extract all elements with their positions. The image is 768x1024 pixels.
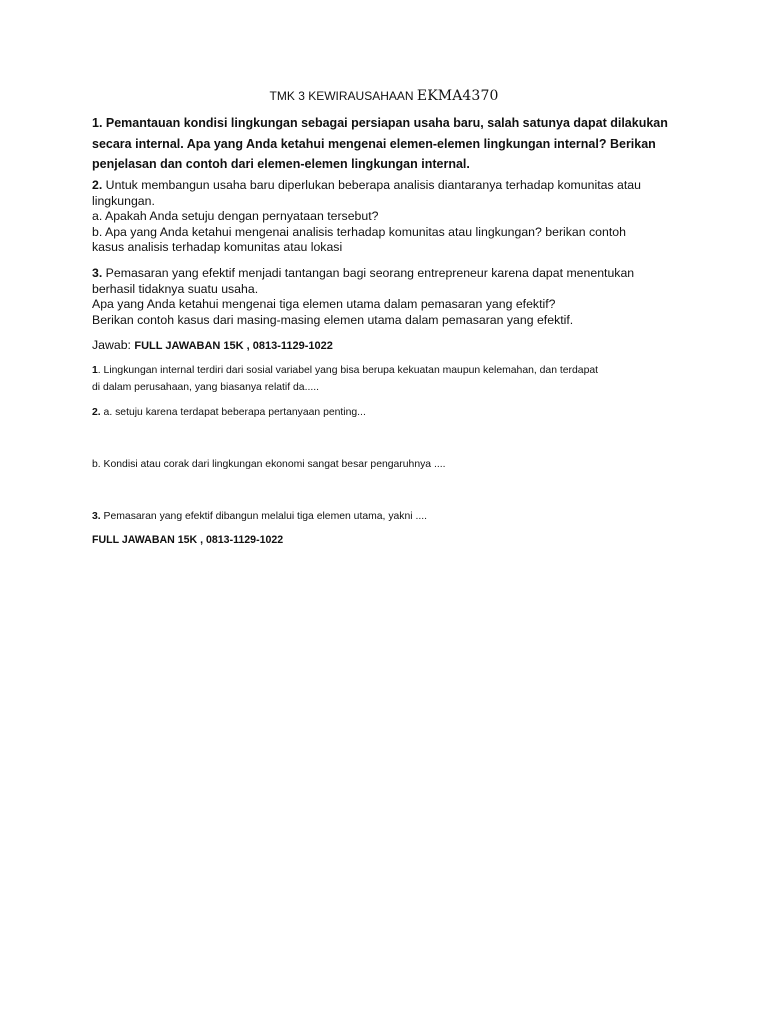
question-2 (92, 178, 682, 256)
question-1-line: penjelasan dan contoh dari elemen-elemen lingkungan internal. (92, 157, 470, 171)
question-1 (92, 113, 682, 175)
question-2-line (92, 178, 682, 194)
course-code: EKMA4370 (416, 88, 499, 104)
question-2-first-line: Untuk membangun usaha baru diperlukan beberapa analisis diantaranya terhadap komunitas atau (102, 178, 641, 192)
question-2-line: kasus analisis terhadap komunitas atau lokasi (92, 240, 343, 254)
answer-1-line (92, 362, 682, 379)
question-3-line: Berikan contoh kasus dari masing-masing elemen utama dalam pemasaran yang efektif. (92, 312, 574, 327)
answer-2-number: 2. (92, 407, 101, 418)
answer-1-number: 1 (92, 365, 98, 376)
answer-2b (92, 456, 682, 473)
answer-contact: FULL JAWABAN 15K , 0813-1129-1022 (134, 340, 333, 352)
answer-3-number: 3. (92, 511, 101, 522)
answer-heading (92, 337, 333, 354)
question-3-number: 3. (92, 266, 103, 280)
answer-3 (92, 508, 682, 525)
answer-2b-text: b. Kondisi atau corak dari lingkungan ekonomi sangat besar pengaruhnya .... (92, 459, 446, 470)
question-2-number: 2. (92, 178, 103, 192)
question-3-line: berhasil tidaknya suatu usaha. (92, 281, 259, 296)
question-2-line: a. Apakah Anda setuju dengan pernyataan tersebut? (92, 209, 379, 223)
answer-1-line: di dalam perusahaan, yang biasanya relatif da..... (92, 382, 320, 393)
footer-contact: FULL JAWABAN 15K , 0813-1129-1022 (92, 534, 284, 546)
question-3-line (92, 266, 682, 282)
answer-1 (92, 362, 682, 396)
question-2-line: lingkungan. (92, 193, 155, 208)
answer-3-text: Pemasaran yang efektif dibangun melalui tiga elemen utama, yakni .... (100, 511, 428, 522)
title-prefix: TMK 3 KEWIRAUSAHAAN (269, 89, 414, 103)
question-2-line: b. Apa yang Anda ketahui mengenai analisis terhadap komunitas atau lingkungan? berikan contoh (92, 224, 626, 239)
document-title (0, 86, 768, 106)
question-1-line: 1. Pemantauan kondisi lingkungan sebagai persiapan usaha baru, salah satunya dapat dilakukan (92, 116, 668, 130)
question-1-line: secara internal. Apa yang Anda ketahui mengenai elemen-elemen lingkungan internal? Berikan (92, 136, 656, 151)
question-3-first-line: Pemasaran yang efektif menjadi tantangan bagi seorang entrepreneur karena dapat menentukan (102, 266, 635, 280)
answer-2a (92, 404, 682, 421)
answer-1-text: . Lingkungan internal terdiri dari sosial variabel yang bisa berupa kekuatan maupun kelemahan, dan terdapat (97, 365, 599, 376)
answer-label: Jawab: (92, 338, 135, 352)
question-3-line: Apa yang Anda ketahui mengenai tiga elemen utama dalam pemasaran yang efektif? (92, 297, 556, 311)
question-3 (92, 266, 682, 328)
answer-2a-text: a. setuju karena terdapat beberapa pertanyaan penting... (100, 407, 366, 418)
